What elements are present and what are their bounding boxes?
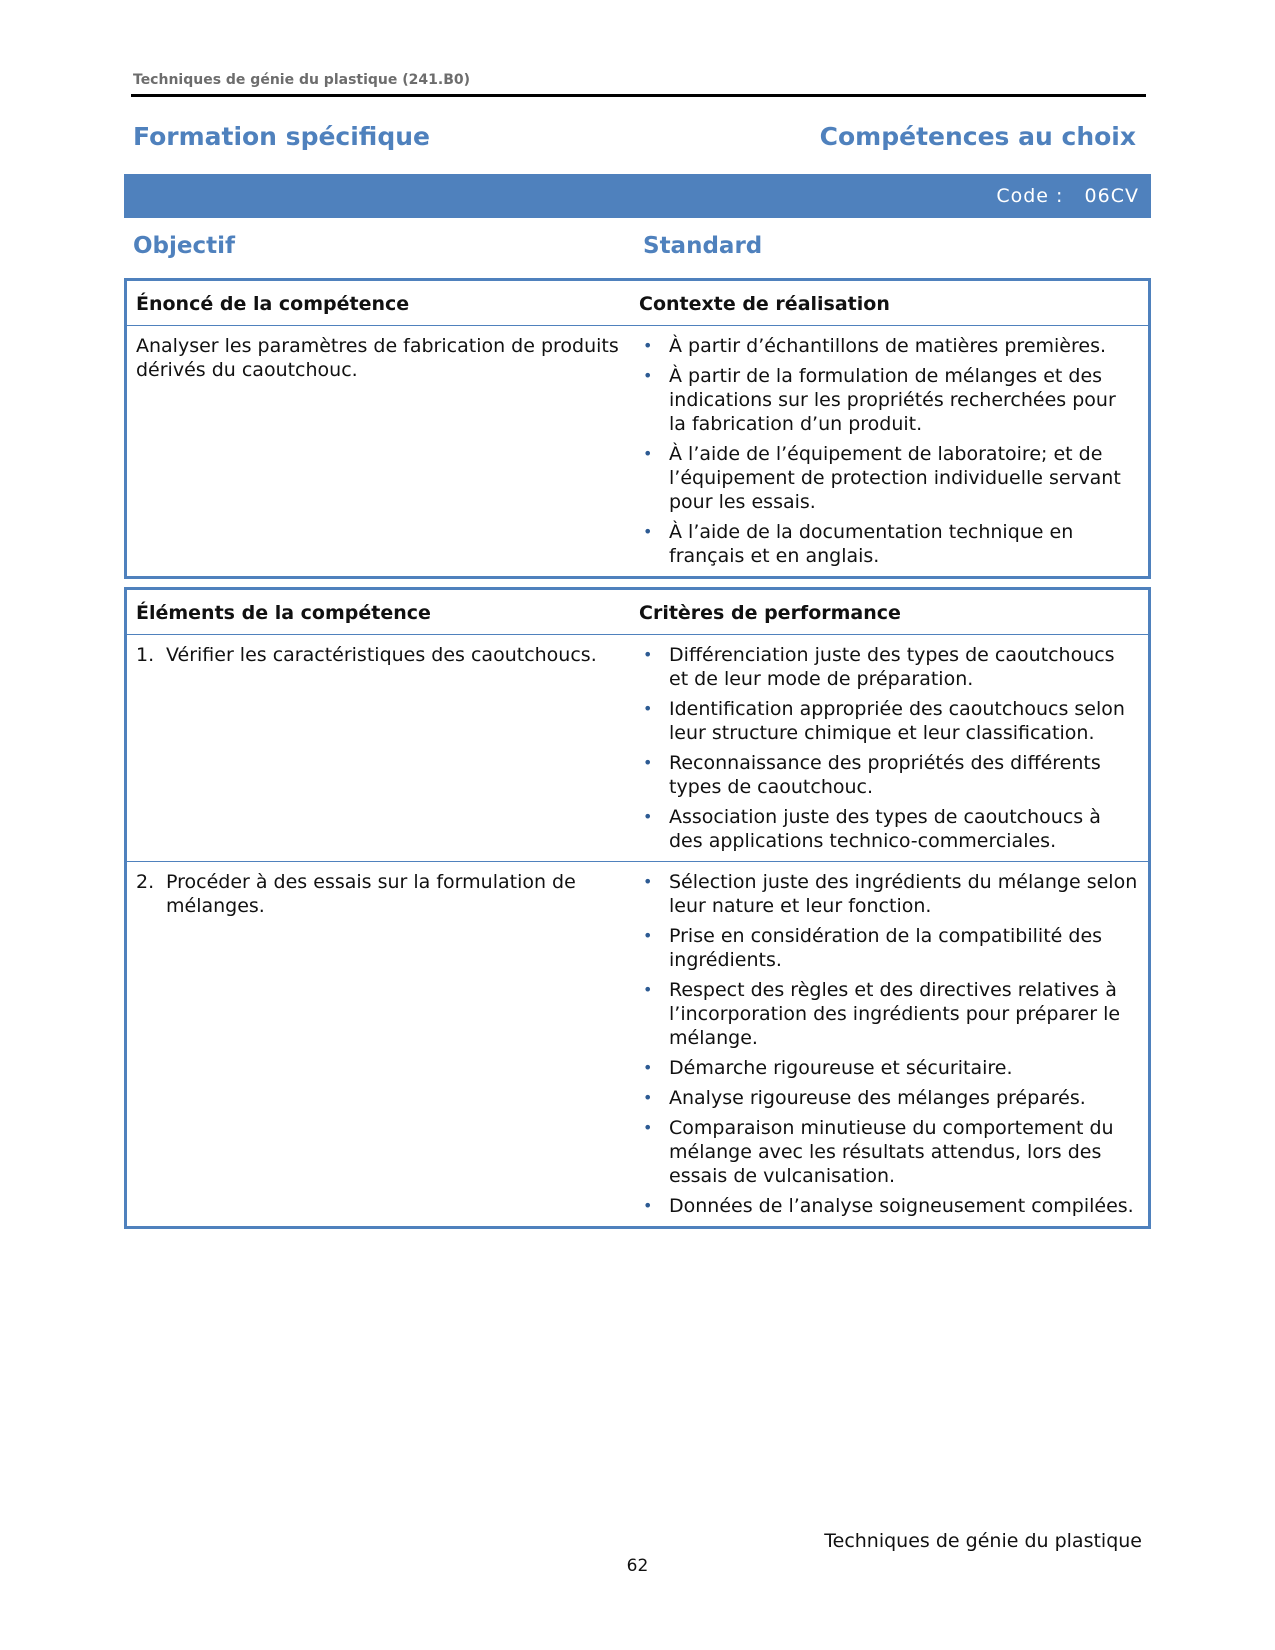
- footer-title: Techniques de génie du plastique: [824, 1530, 1142, 1552]
- column-header: Contexte de réalisation: [639, 280, 1150, 326]
- bullet-item: • À l’aide de l’équipement de laboratoire; et de l’équipement de protection individuelle servant pour les essais.: [643, 443, 1121, 513]
- subsection-title: Compétences au choix: [819, 122, 1136, 151]
- code-bar: [124, 174, 1151, 218]
- elements-table: [124, 587, 1151, 1229]
- bullet-item: • Respect des règles et des directives relatives à l’incorporation des ingrédients pour préparer le mélange.: [643, 979, 1121, 1049]
- bullet-item: • Prise en considération de la compatibilité des ingrédients.: [643, 925, 1103, 971]
- bullet-icon: •: [643, 753, 653, 772]
- bullet-item: • À partir d’échantillons de matières premières.: [643, 335, 1107, 357]
- context-list: [639, 334, 1138, 568]
- column-header: Critères de performance: [639, 589, 1150, 635]
- bullet-item: • Démarche rigoureuse et sécuritaire.: [643, 1057, 1013, 1079]
- bullet-item: • Analyse rigoureuse des mélanges préparés.: [643, 1087, 1086, 1109]
- bullet-icon: •: [643, 1196, 653, 1215]
- element-item: 1. Vérifier les caractéristiques des caoutchoucs.: [136, 644, 597, 666]
- bullet-icon: •: [643, 336, 653, 355]
- bullet-item: • Sélection juste des ingrédients du mélange selon leur nature et leur fonction.: [643, 871, 1138, 917]
- bullet-item: • Association juste des types de caoutchoucs à des applications technico-commerciales.: [643, 806, 1101, 852]
- bullet-item: • Différenciation juste des types de caoutchoucs et de leur mode de préparation.: [643, 644, 1115, 690]
- bullet-item: • Données de l’analyse soigneusement compilées.: [643, 1195, 1134, 1217]
- criteria-list: [639, 643, 1138, 853]
- section-title: Formation spécifique: [133, 122, 430, 151]
- bullet-item: • À l’aide de la documentation technique en français et en anglais.: [643, 521, 1074, 567]
- page-number: 62: [626, 1556, 649, 1576]
- bullet-icon: •: [643, 645, 653, 664]
- bullet-icon: •: [643, 522, 653, 541]
- bullet-item: • Reconnaissance des propriétés des différents types de caoutchouc.: [643, 752, 1101, 798]
- bullet-item: • À partir de la formulation de mélanges et des indications sur les propriétés recherchées pour la fabrication d’un produit.: [643, 365, 1116, 435]
- column-header: Éléments de la compétence: [126, 589, 640, 635]
- bullet-icon: •: [643, 699, 653, 718]
- criteria-list: [639, 870, 1138, 1218]
- header-rule: [131, 94, 1146, 97]
- bullet-icon: •: [643, 807, 653, 826]
- bullet-icon: •: [643, 1118, 653, 1137]
- bullet-icon: •: [643, 980, 653, 999]
- column-header: Énoncé de la compétence: [126, 280, 640, 326]
- bullet-icon: •: [643, 926, 653, 945]
- bullet-item: • Identification appropriée des caoutchoucs selon leur structure chimique et leur classification.: [643, 698, 1125, 744]
- objective-heading: Objectif: [133, 233, 236, 259]
- bullet-icon: •: [643, 444, 653, 463]
- statement-table: [124, 278, 1151, 579]
- bullet-icon: •: [643, 872, 653, 891]
- bullet-icon: •: [643, 366, 653, 385]
- competency-statement: Analyser les paramètres de fabrication de produits dérivés du caoutchouc.: [136, 335, 619, 381]
- bullet-item: • Comparaison minutieuse du comportement du mélange avec les résultats attendus, lors des essais de vulcanisation.: [643, 1117, 1114, 1187]
- running-header: Techniques de génie du plastique (241.B0): [133, 72, 471, 88]
- element-item: 2. Procéder à des essais sur la formulation de mélanges.: [136, 871, 576, 917]
- bullet-icon: •: [643, 1058, 653, 1077]
- competency-code: Code : 06CV: [996, 185, 1139, 207]
- standard-heading: Standard: [643, 233, 763, 259]
- bullet-icon: •: [643, 1088, 653, 1107]
